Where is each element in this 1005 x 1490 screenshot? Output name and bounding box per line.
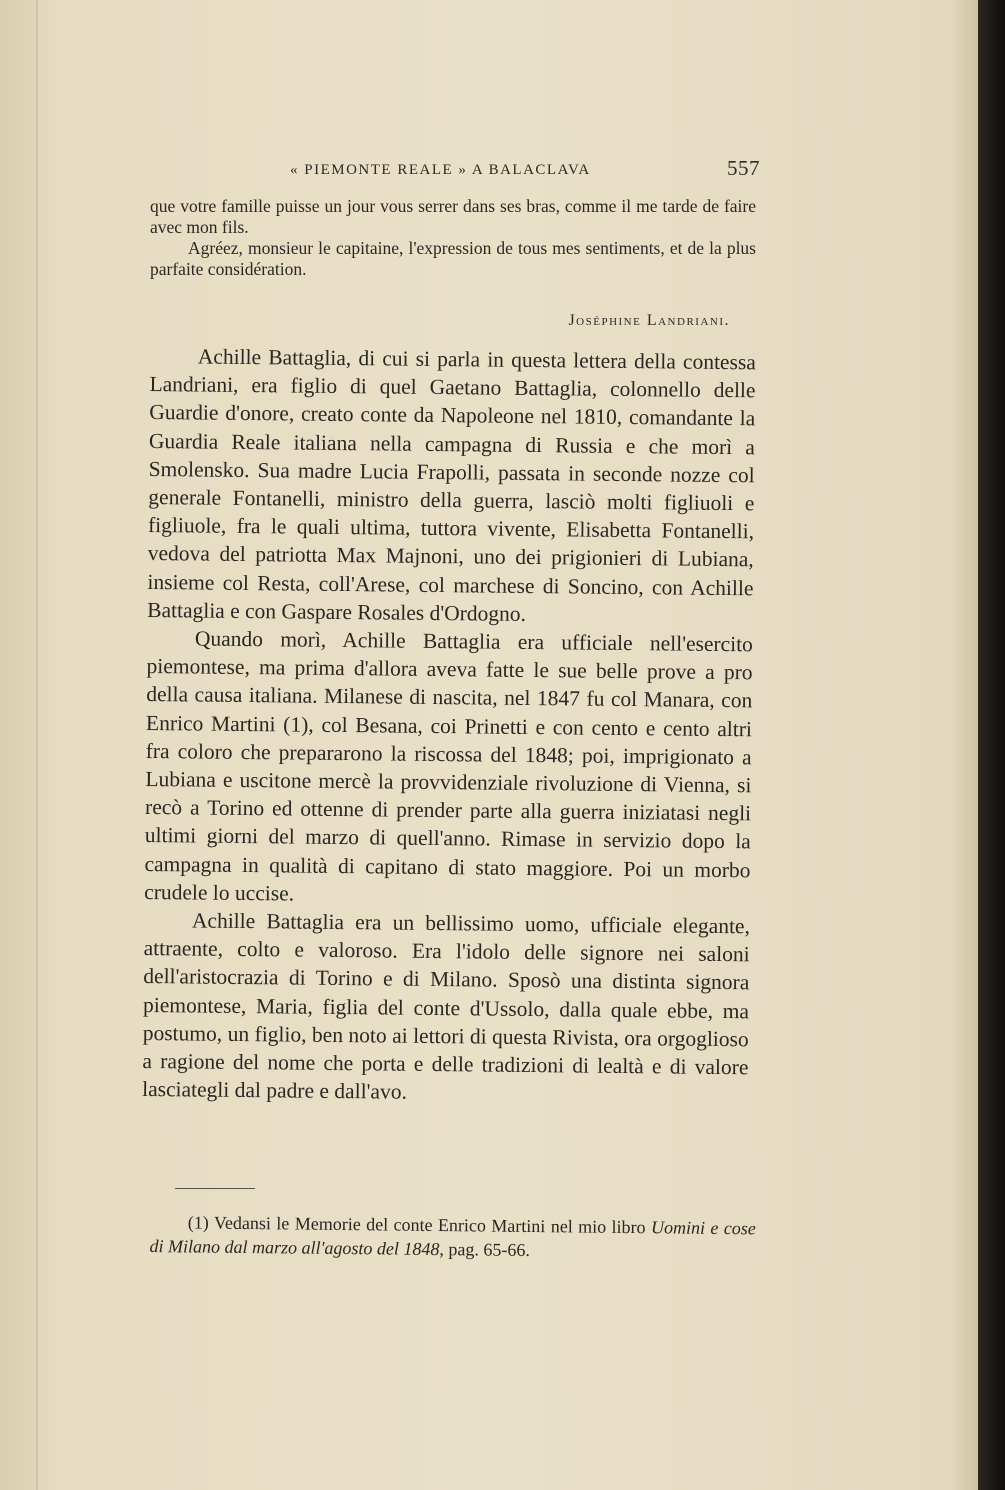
running-title: « PIEMONTE REALE » A BALACLAVA [290, 162, 591, 178]
footnote-text: Vedansi le Memorie del conte Enrico Martini nel mio libro [213, 1212, 646, 1238]
paragraph: Quando morì, Achille Battaglia era ufficiale nell'esercito piemontese, ma prima d'allora aveva fatte le sue belle prove a pro della causa italiana. Milanese di nascita, nel 1847 fu col Manara, con Enrico Martini (1), col Besana, coi Prinetti e con cento e cento altri fra coloro che prepararono la riscossa del 1848; poi, imprigionato a Lubiana e uscitone mercè la provvidenziale rivoluzione di Vienna, si recò a Torino ed ottenne di prender parte alla guerra iniziatasi negli ultimi giorni del marzo di quell'anno. Rimase in servizio dopo la campagna in qualità di capitano di stato maggiore. Poi un morbo crudele lo uccise. [144, 626, 753, 906]
footnote [149, 1210, 755, 1264]
main-text [142, 342, 756, 1110]
footnote-pages: , pag. 65-66. [439, 1239, 531, 1260]
scan-border [978, 0, 1005, 1490]
paragraph: Achille Battaglia era un bellissimo uomo, ufficiale elegante, attraente, colto e valoroso. Era l'idolo delle signore nei saloni dell'aristocrazia di Torino e di Milano. Sposò una distinta signora piemontese, Maria, figlia del conte d'Ussolo, dalla quale ebbe, ma postumo, un figlio, ben noto ai lettori di questa Rivista, ora orgoglioso a ragione del nome che porta e delle tradizioni di lealtà e di valore lasciategli dal padre e dall'avo. [142, 908, 751, 1105]
paragraph: Achille Battaglia, di cui si parla in questa lettera della contessa Landriani, era figlio di quel Gaetano Battaglia, colonnello delle Guardie d'onore, creato conte da Napoleone nel 1810, comandante la Guardia Reale italiana nella campagna di Russia e che morì a Smolensko. Sua madre Lucia Frapolli, passata in seconde nozze col generale Fontanelli, ministro della guerra, lasciò molti figliuoli e figliuole, fra le quali ultima, tuttora vivente, Elisabetta Fontanelli, vedova del patriotta Max Majnoni, uno dei prigionieri di Lubiana, insieme col Resta, coll'Arese, col marchese di Soncino, con Achille Battaglia e con Gaspare Rosales d'Ordogno. [147, 344, 756, 626]
footnote-divider [175, 1188, 255, 1189]
letter-closing-line: que votre famille puisse un jour vous serrer dans ses bras, comme il me tarde de faire avec mon fils. [150, 196, 756, 237]
binding-gutter [36, 0, 38, 1490]
letter-excerpt [150, 196, 756, 280]
letter-salutation: Agréez, monsieur le capitaine, l'expression de tous mes sentiments, et de la plus parfaite considération. [150, 238, 756, 279]
letter-signature: Joséphine Landriani. [568, 312, 730, 329]
page-number: 557 [727, 156, 760, 180]
footnote-book-title: Uomini e cose di Milano dal marzo all'agosto del 1848 [149, 1217, 756, 1260]
footnote-marker: (1) [187, 1212, 209, 1233]
